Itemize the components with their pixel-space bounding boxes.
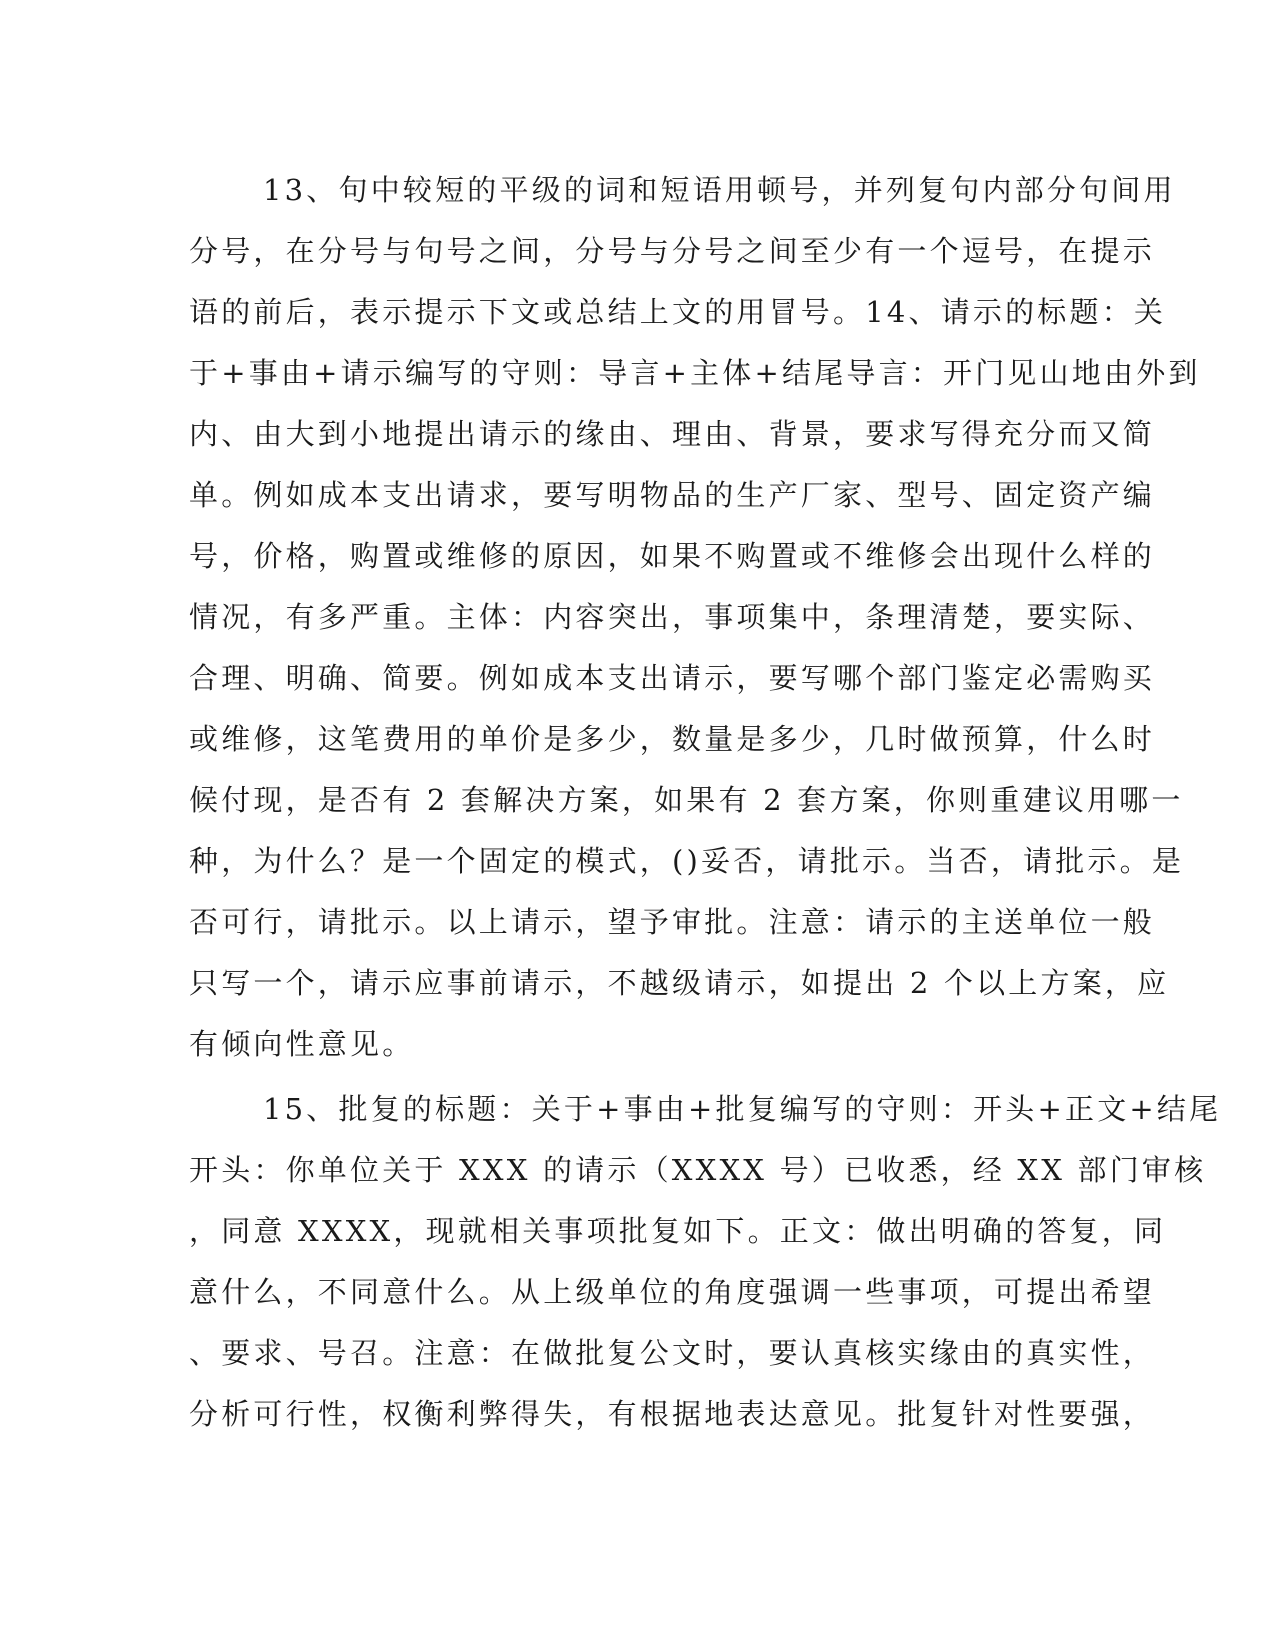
paragraph-15 [189,1079,1222,1445]
text-line: 种，为什么？是一个固定的模式，()妥否，请批示。当否，请批示。是 [189,844,1185,878]
text-line: 有倾向性意见。 [189,1027,415,1061]
text-line: 单。例如成本支出请求，要写明物品的生产厂家、型号、固定资产编 [189,478,1156,512]
text-line: ，同意 XXXX，现就相关事项批复如下。正文：做出明确的答复，同 [189,1214,1167,1248]
text-line: 15、批复的标题：关于+事由+批复编写的守则：开头+正文+结尾 [263,1092,1222,1126]
text-line: 分析可行性，权衡利弊得失，有根据地表达意见。批复针对性要强， [189,1397,1156,1431]
text-line: 于+事由+请示编写的守则：导言+主体+结尾导言：开门见山地由外到 [189,356,1201,390]
text-line: 语的前后，表示提示下文或总结上文的用冒号。14、请示的标题：关 [189,295,1167,329]
text-line: 候付现，是否有 2 套解决方案，如果有 2 套方案，你则重建议用哪一 [189,783,1184,817]
text-line: 、要求、号召。注意：在做批复公文时，要认真核实缘由的真实性， [189,1336,1156,1370]
text-line: 情况，有多严重。主体：内容突出，事项集中，条理清楚，要实际、 [189,600,1156,634]
document-body [189,160,1222,1445]
text-line: 否可行，请批示。以上请示，望予审批。注意：请示的主送单位一般 [189,905,1156,939]
text-line: 开头：你单位关于 XXX 的请示（XXXX 号）已收悉，经 XX 部门审核 [189,1153,1207,1187]
text-line: 分号，在分号与句号之间，分号与分号之间至少有一个逗号，在提示 [189,234,1156,268]
text-line: 号，价格，购置或维修的原因，如果不购置或不维修会出现什么样的 [189,539,1156,573]
text-line: 或维修，这笔费用的单价是多少，数量是多少，几时做预算，什么时 [189,722,1156,756]
text-line: 13、句中较短的平级的词和短语用顿号，并列复句内部分句间用 [263,173,1176,207]
text-line: 内、由大到小地提出请示的缘由、理由、背景，要求写得充分而又简 [189,417,1156,451]
paragraph-13-14 [189,160,1201,1075]
text-line: 合理、明确、简要。例如成本支出请示，要写哪个部门鉴定必需购买 [189,661,1156,695]
text-line: 意什么，不同意什么。从上级单位的角度强调一些事项，可提出希望 [189,1275,1156,1309]
text-line: 只写一个，请示应事前请示，不越级请示，如提出 2 个以上方案，应 [189,966,1170,1000]
